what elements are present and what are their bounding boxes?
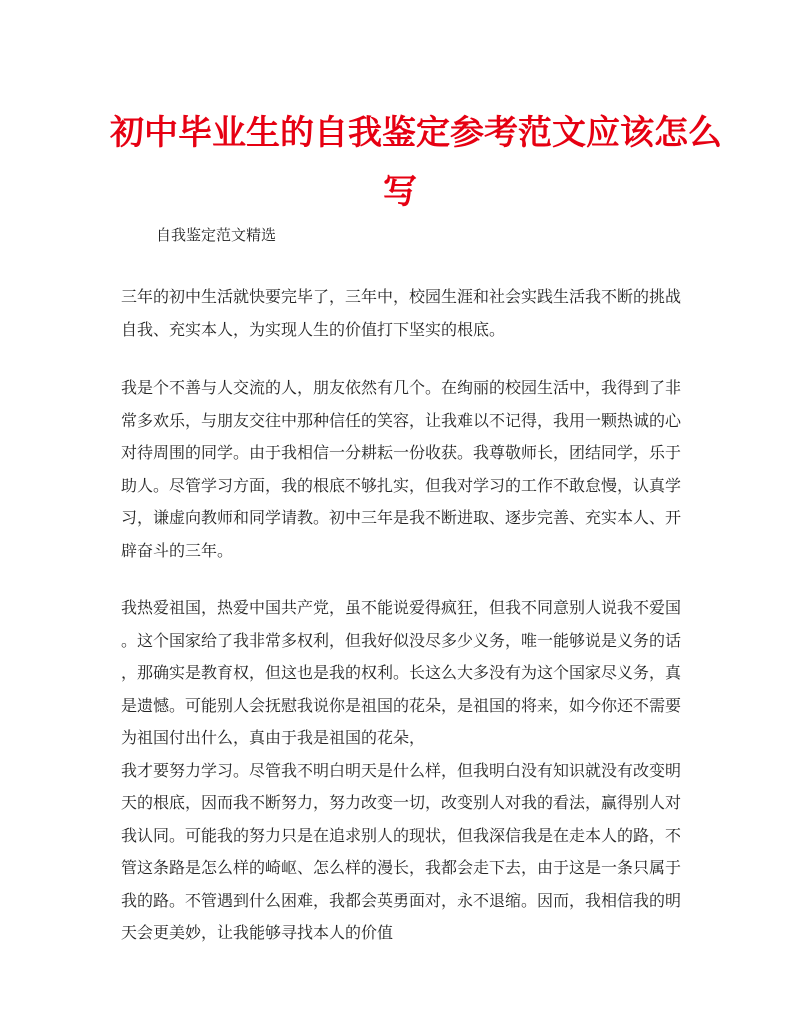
text-line: 天会更美妙，让我能够寻找本人的价值	[121, 923, 394, 942]
text-line: 自我、充实本人，为实现人生的价值打下坚实的根底。	[121, 319, 506, 339]
text-line: 我是个不善与人交流的人，朋友依然有几个。在绚丽的校园生活中，我得到了非	[121, 378, 682, 397]
text-line: 对待周围的同学。由于我相信一分耕耘一份收获。我尊敬师长，团结同学，乐于	[121, 443, 682, 462]
text-line: 为祖国付出什么，真由于我是祖国的花朵，	[121, 728, 426, 747]
paragraph-3	[121, 592, 681, 950]
text-line: 我热爱祖国，热爱中国共产党，虽不能说爱得疯狂，但我不同意别人说我不爱国	[121, 598, 682, 617]
paragraph-1	[121, 281, 681, 346]
text-line: 管这条路是怎么样的崎岖、怎么样的漫长，我都会走下去，由于这是一条只属于	[121, 858, 682, 877]
paragraph-2	[121, 372, 681, 567]
text-line: 常多欢乐，与朋友交往中那种信任的笑容，让我难以不记得，我用一颗热诚的心	[121, 410, 682, 430]
text-line: 助人。尽管学习方面，我的根底不够扎实，但我对学习的工作不敢怠慢，认真学	[121, 475, 682, 495]
document-subtitle: 自我鉴定范文精选	[156, 226, 277, 244]
document-title	[110, 104, 722, 222]
text-line: ，那确实是教育权，但这也是我的权利。长这么大多没有为这个国家尽义务，真	[121, 663, 682, 682]
text-line: 三年的初中生活就快要完毕了，三年中，校园生涯和社会实践生活我不断的挑战	[121, 287, 682, 306]
text-line: 天的根底，因而我不断努力，努力改变一切，改变别人对我的看法，赢得别人对	[121, 793, 682, 812]
title-line: 初中毕业生的自我鉴定参考范文应该怎么	[110, 113, 722, 153]
text-line: 我才要努力学习。尽管我不明白明天是什么样，但我明白没有知识就没有改变明	[121, 760, 682, 780]
text-line: 我的路。不管遇到什么困难，我都会英勇面对，永不退缩。因而，我相信我的明	[121, 890, 682, 910]
text-line: 辟奋斗的三年。	[121, 540, 234, 560]
text-line: 是遗憾。可能别人会抚慰我说你是祖国的花朵，是祖国的将来，如今你还不需要	[121, 695, 682, 715]
title-line: 写	[383, 172, 417, 212]
text-line: 我认同。可能我的努力只是在追求别人的现状，但我深信我是在走本人的路，不	[121, 825, 682, 845]
text-line: 习，谦虚向教师和同学请教。初中三年是我不断进取、逐步完善、充实本人、开	[121, 508, 682, 527]
text-line: 。这个国家给了我非常多权利，但我好似没尽多少义务，唯一能够说是义务的话	[121, 630, 682, 650]
